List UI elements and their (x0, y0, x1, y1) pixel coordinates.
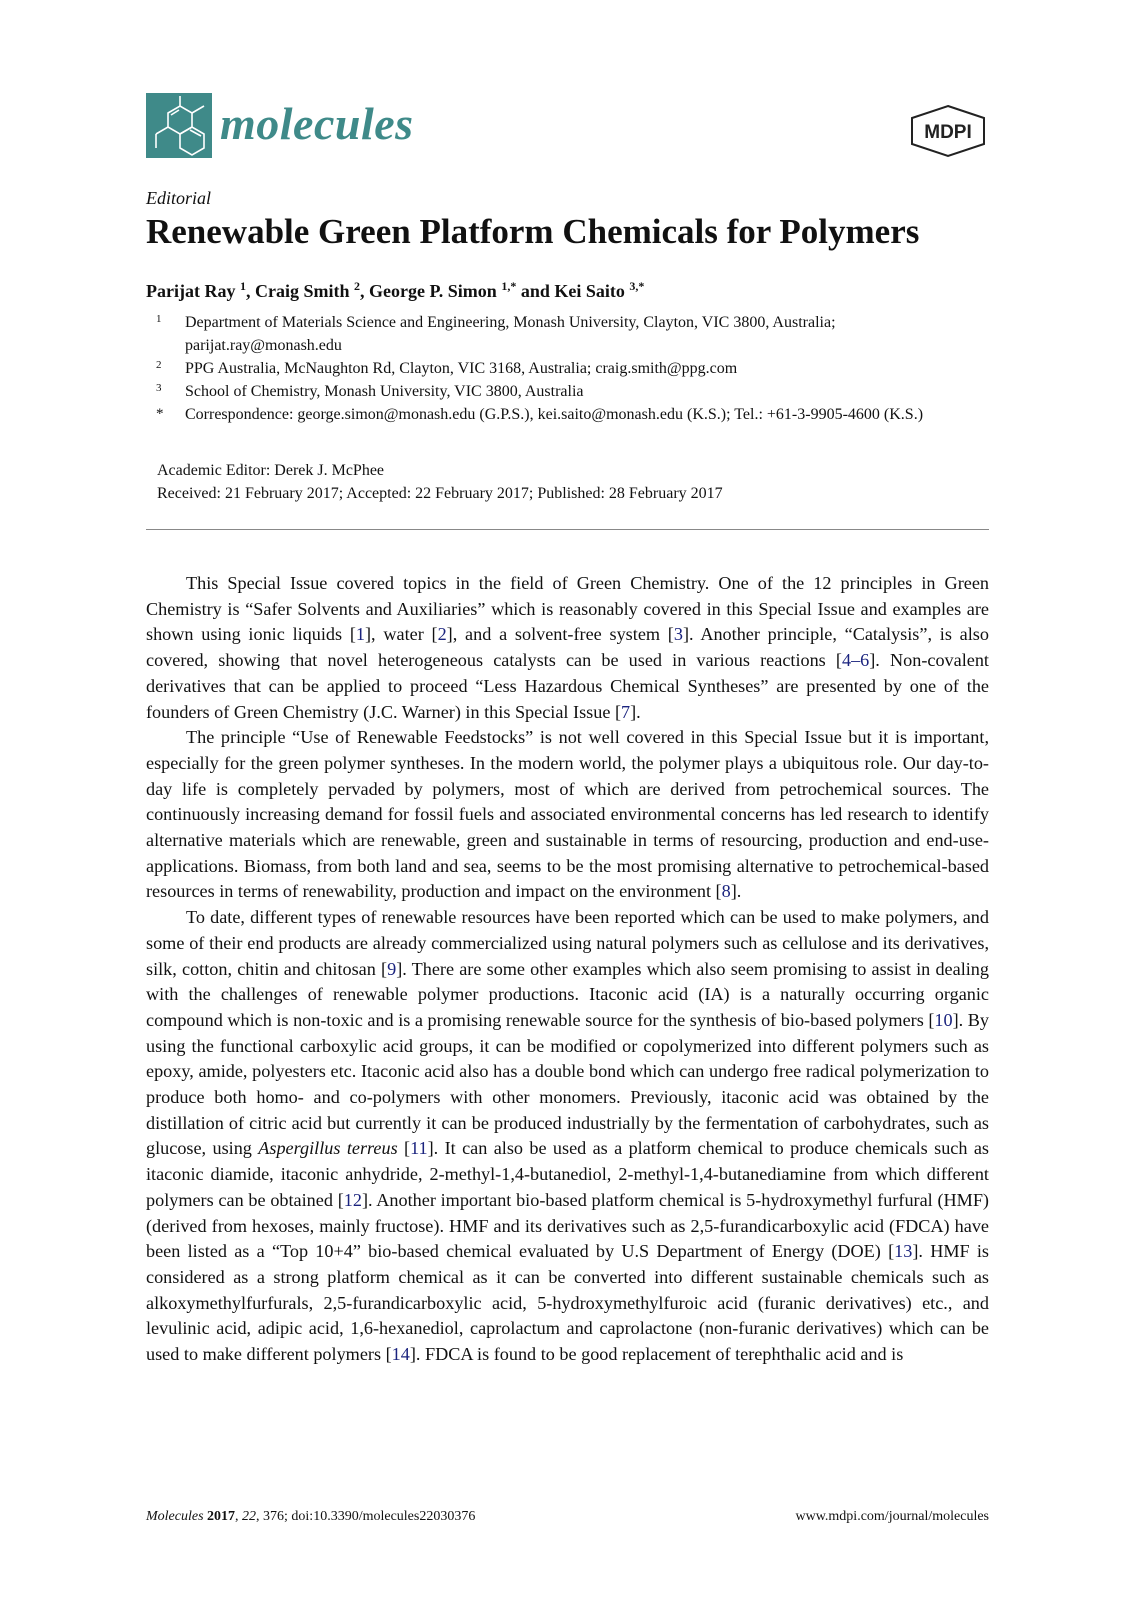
body-text-run: ]. (630, 701, 641, 722)
author-name: Parijat Ray (146, 281, 236, 301)
author-separator: , (245, 281, 255, 301)
publication-dates: Received: 21 February 2017; Accepted: 22 February 2017; Published: 28 February 2017 (157, 485, 723, 502)
footer-journal: Molecules (146, 1509, 204, 1524)
footer-volume: 22 (242, 1509, 257, 1524)
affiliation-text: Department of Materials Science and Engineering, Monash University, Clayton, VIC 3800, Australia; parijat.ray@monash.edu (185, 314, 836, 354)
mdpi-logo-text: MDPI (924, 122, 972, 143)
affiliation-text: School of Chemistry, Monash University, VIC 3800, Australia (185, 383, 584, 400)
author-name: Craig Smith (254, 281, 350, 301)
body-text-run: ]. By using the functional carboxylic acid groups, it can be modified or copolymerized into different polymers such as epoxy, amide, polyesters etc. Itaconic acid also has a double bond which can undergo free radical polymerization to produce both homo- and co-polymers with other monomers. Previously, itaconic acid was obtained by the distillation of citric acid but currently it can be produced industrially by the fermentation of carbohydrates, such as glucose, using (146, 1009, 989, 1159)
academic-editor: Academic Editor: Derek J. McPhee (157, 462, 385, 479)
molecules-logo-icon (146, 93, 212, 158)
article-title: Renewable Green Platform Chemicals for Polymers (146, 212, 920, 251)
body-paragraph (146, 905, 989, 1368)
citation-link[interactable]: 12 (343, 1189, 362, 1210)
citation-link[interactable]: 8 (721, 881, 731, 902)
body-text-run: ]. It can also be used as a platform chemical to produce chemicals such as itaconic diamide, itaconic anhydride, 2-methyl-1,4-butanediol, 2-methyl-1,4-butanediamine from which different polymers can be obtained [ (146, 1138, 989, 1210)
body-text-run: The principle “Use of Renewable Feedstocks” is not well covered in this Special Issue but it is important, especially for the green polymer syntheses. In the modern world, the polymer plays a ubiquitous role. Our day-to-day life is completely pervaded by polymers, most of which are derived from petrochemical sources. The continuously increasing demand for fossil fuels and associated environmental concerns has led research to identify alternative materials which are renewable, green and sustainable in terms of resourcing, production and end-use-applications. Biomass, from both land and sea, seems to be the most promising alternative to petrochemical-based resources in terms of renewability, production and impact on the environment [ (146, 727, 989, 902)
body-paragraph (146, 725, 989, 905)
species-name: Aspergillus terreus (258, 1138, 398, 1159)
citation-link[interactable]: 10 (934, 1009, 953, 1030)
body-text-run: ]. Another important bio-based platform chemical is 5-hydroxymethyl furfural (HMF) (derived from hexoses, mainly fructose). HMF and its derivatives such as 2,5-furandicarboxylic acid (FDCA) have been listed as a “Top 10+4” bio-based chemical evaluated by U.S Department of Energy (DOE) [ (146, 1189, 989, 1262)
author-affiliation-mark: 3,* (629, 279, 645, 293)
body-text-run: ]. There are some other examples which also seem promising to assist in dealing with the challenges of renewable polymer productions. Itaconic acid (IA) is a naturally occurring organic compound which is non-toxic and is a promising renewable source for the synthesis of bio-based polymers [ (146, 958, 989, 1030)
footer-website-link[interactable]: www.mdpi.com/journal/molecules (795, 1509, 989, 1524)
footer-citation: Molecules 2017, 22, 376; doi:10.3390/molecules22030376 (146, 1509, 476, 1524)
author-separator: , (359, 281, 369, 301)
footer-doi: , 376; doi:10.3390/molecules22030376 (256, 1509, 476, 1524)
article-body (146, 571, 989, 1368)
author-affiliation-mark: 2 (353, 279, 360, 293)
affiliation-mark: 1 (156, 313, 162, 325)
header-divider (146, 529, 989, 530)
author-separator: and (516, 281, 555, 301)
body-text-run: ]. Non-covalent derivatives that can be applied to proceed “Less Hazardous Chemical Syntheses” are presented by one of the founders of Green Chemistry (J.C. Warner) in this Special Issue [ (146, 650, 989, 722)
author-name: George P. Simon (368, 281, 497, 301)
body-text-run: ]. (730, 881, 742, 902)
citation-link[interactable]: 9 (387, 958, 397, 979)
affiliation-mark: 2 (156, 359, 162, 371)
author-affiliation-mark: 1,* (501, 279, 517, 293)
citation-link[interactable]: 4–6 (841, 650, 870, 671)
affiliation-mark: * (156, 406, 164, 422)
body-text-run: ]. FDCA is found to be good replacement of terephthalic acid and is (409, 1344, 904, 1365)
body-text-run: [ (397, 1138, 411, 1159)
body-text-run: ]. HMF is considered as a strong platform chemical as it can be converted into different sustainable chemicals such as alkoxymethylfurfurals, 2,5-furandicarboxylic acid, 5-hydroxymethylfuroic acid (furanic derivatives) etc., and levulinic acid, adipic acid, 1,6-hexanediol, caprolactum and caprolactone (non-furanic derivatives) which can be used to make different polymers [ (146, 1241, 989, 1365)
citation-link[interactable]: 1 (355, 624, 365, 645)
affiliation-row (146, 357, 986, 380)
article-type: Editorial (146, 188, 212, 208)
affiliation-mark: 3 (156, 382, 162, 394)
affiliation-text: Correspondence: george.simon@monash.edu (G.P.S.), kei.saito@monash.edu (K.S.); Tel.: +61-3-9905-4600 (K.S.) (185, 406, 924, 423)
body-text-run: To date, different types of renewable resources have been reported which can be used to make polymers, and some of their end products are already commercialized using natural polymers such as cellulose and its derivatives, silk, cotton, chitin and chitosan [ (146, 907, 989, 979)
body-paragraph (146, 571, 989, 725)
affiliation-list (146, 311, 986, 426)
mdpi-logo-icon (906, 104, 990, 158)
affiliation-text: PPG Australia, McNaughton Rd, Clayton, VIC 3168, Australia; craig.smith@ppg.com (185, 360, 738, 377)
footer-year: 2017 (207, 1509, 236, 1524)
citation-link[interactable]: 11 (410, 1138, 428, 1159)
body-text-run: ]. Another principle, “Catalysis”, is also covered, showing that novel heterogeneous catalysts can be used in various reactions [ (146, 624, 989, 671)
author-affiliation-mark: 1 (239, 279, 246, 293)
citation-link[interactable]: 14 (391, 1344, 410, 1365)
affiliation-row (146, 403, 986, 426)
author-name: Kei Saito (554, 281, 625, 301)
journal-name: molecules (220, 98, 414, 149)
citation-link[interactable]: 13 (894, 1241, 913, 1262)
author-list (146, 279, 644, 302)
affiliation-row (146, 380, 986, 403)
body-text-run: ], and a solvent-free system [ (446, 624, 674, 645)
affiliation-row (146, 311, 986, 357)
citation-link[interactable]: 7 (621, 701, 631, 722)
body-text-run: ], water [ (365, 624, 438, 645)
body-text-run: This Special Issue covered topics in the field of Green Chemistry. One of the 12 principles in Green Chemistry is “Safer Solvents and Auxiliaries” which is reasonably covered in this Special Issue and examples are shown using ionic liquids [ (146, 573, 989, 645)
citation-link[interactable]: 3 (673, 624, 683, 645)
citation-link[interactable]: 2 (437, 624, 447, 645)
